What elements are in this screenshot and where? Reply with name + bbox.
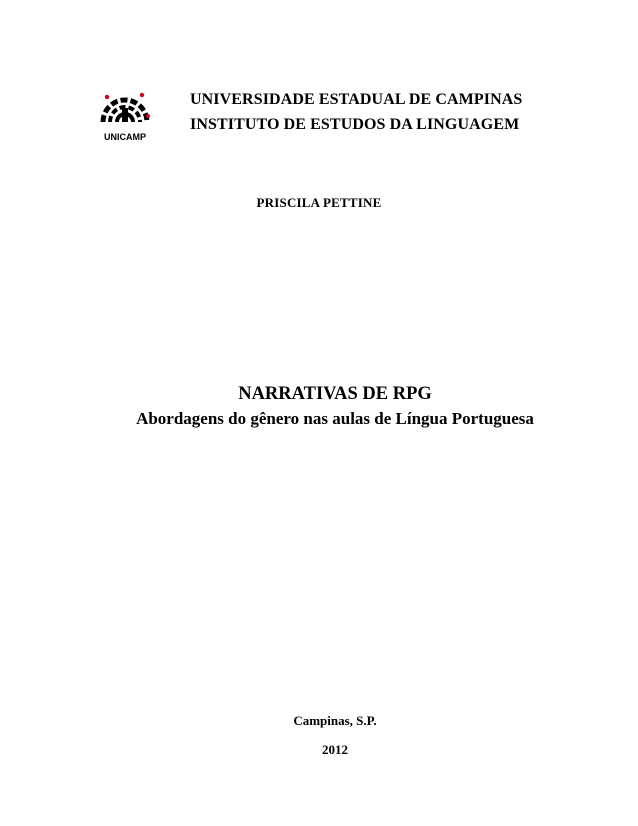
publication-year: 2012	[322, 742, 348, 757]
unicamp-wordmark: UNICAMP	[104, 132, 146, 142]
unicamp-logo-icon	[96, 82, 154, 144]
university-name: UNIVERSIDADE ESTADUAL DE CAMPINAS	[190, 91, 523, 108]
publication-city: Campinas, S.P.	[293, 713, 377, 728]
author-name: PRISCILA PETTINE	[256, 195, 382, 210]
document-subtitle: Abordagens do gênero nas aulas de Língua Portuguesa	[136, 409, 534, 428]
institute-name: INSTITUTO DE ESTUDOS DA LINGUAGEM	[190, 116, 520, 133]
document-title: NARRATIVAS DE RPG	[238, 384, 432, 404]
